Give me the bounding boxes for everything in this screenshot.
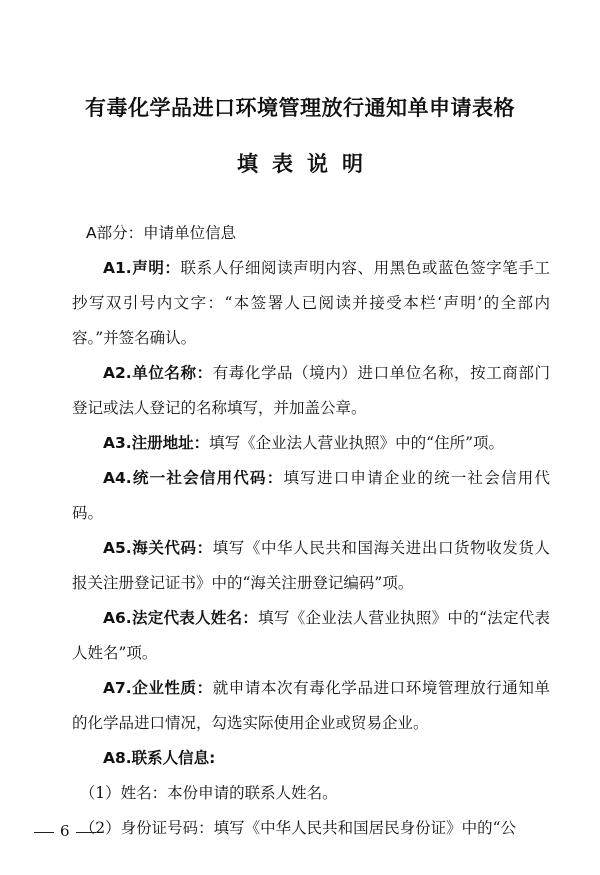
item-label: A1.声明：: [103, 259, 181, 277]
item-a6: [72, 601, 550, 671]
item-label: A3.注册地址：: [103, 434, 210, 452]
item-label: A6.法定代表人姓名：: [103, 609, 259, 627]
document-subtitle: 填表说明: [237, 152, 377, 176]
document-title: 有毒化学品进口环境管理放行通知单申请表格: [85, 96, 515, 120]
item-text: 填写《中华人民共和国海关进出口货物收发货人报关注册登记证书》中的“海关注册登记编码”项。: [72, 539, 550, 592]
item-a5: [72, 531, 550, 601]
section-heading-text: A部分：申请单位信息: [86, 224, 237, 242]
item-a8: [72, 741, 550, 776]
item-text: 联系人仔细阅读声明内容、用黑色或蓝色签字笔手工抄写双引号内文字：“本签署人已阅读并接受本栏‘声明’的全部内容。”并签名确认。: [72, 259, 550, 347]
item-label: A4.统一社会信用代码：: [103, 469, 284, 487]
section-heading: [72, 216, 550, 251]
item-text: 填写《企业法人营业执照》中的“住所”项。: [209, 434, 505, 452]
right-dash: [76, 832, 96, 833]
page-number: 6: [60, 822, 70, 840]
item-text: 填写《企业法人营业执照》中的“法定代表人姓名”项。: [72, 609, 550, 662]
item-a4: [72, 461, 550, 531]
item-label: A7.企业性质：: [103, 679, 213, 697]
item-text: 有毒化学品（境内）进口单位名称，按工商部门登记或法人登记的名称填写，并加盖公章。: [72, 364, 550, 417]
item-a1: [72, 251, 550, 356]
sub-item-id-number: （2）身份证号码：填写《中华人民共和国居民身份证》中的“公: [79, 819, 517, 837]
page-number-footer: [28, 822, 102, 840]
item-a3: [72, 426, 550, 461]
item-a7: [72, 671, 550, 741]
item-label: A8.联系人信息:: [103, 749, 216, 767]
left-dash: [34, 832, 54, 833]
sub-item-name: （1）姓名：本份申请的联系人姓名。: [79, 784, 338, 802]
item-label: A2.单位名称：: [103, 364, 213, 382]
document-body: [72, 216, 550, 846]
item-label: A5.海关代码：: [103, 539, 213, 557]
item-text: 就申请本次有毒化学品进口环境管理放行通知单的化学品进口情况，勾选实际使用企业或贸易企业。: [72, 679, 550, 732]
item-text: 填写进口申请企业的统一社会信用代码。: [72, 469, 550, 522]
item-a2: [72, 356, 550, 426]
